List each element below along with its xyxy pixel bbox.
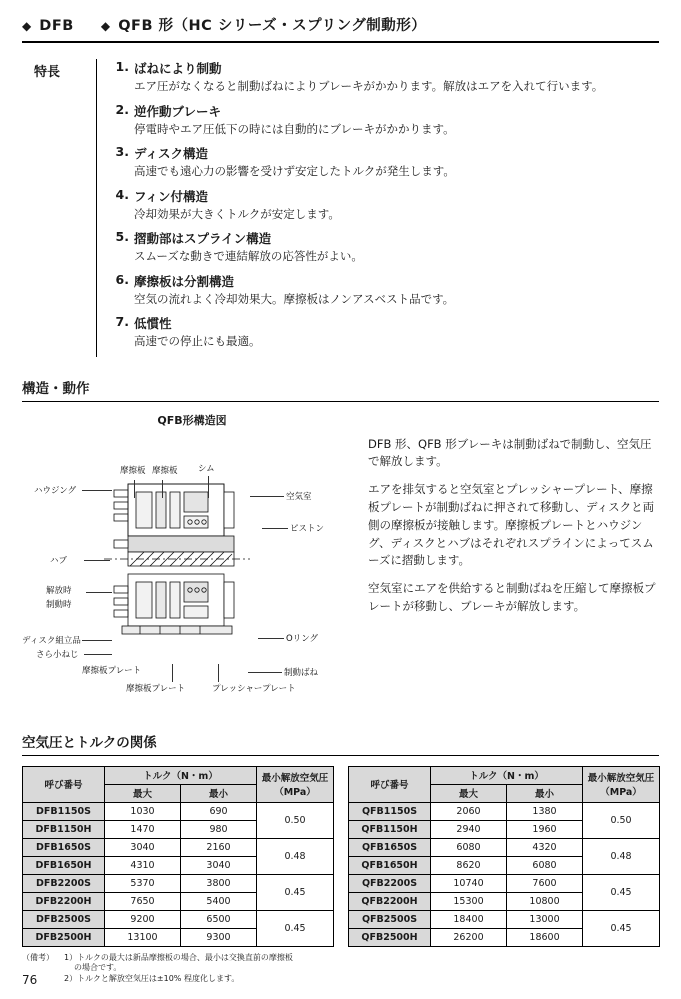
cell-mpa: 0.48	[583, 838, 660, 874]
cell-name: DFB2200H	[23, 892, 105, 910]
features-title: 特長	[34, 65, 61, 80]
structure-section	[22, 412, 659, 707]
dfb-col-max: 最大	[105, 784, 181, 802]
cell-name: DFB2500H	[23, 928, 105, 946]
cell-name: QFB2500S	[349, 910, 431, 928]
label-brake-spring: 制動ばね	[284, 667, 319, 678]
feature-number: 3.	[115, 144, 129, 160]
cell-mpa: 0.45	[583, 874, 660, 910]
dfb-col-name: 呼び番号	[23, 766, 105, 802]
cell-min: 18600	[507, 928, 583, 946]
label-friction-plate-plate: 摩擦板プレート	[82, 665, 142, 676]
feature-description: 空気の流れよく冷却効果大。摩擦板はノンアスベスト品です。	[134, 291, 455, 306]
cell-min: 2160	[181, 838, 257, 856]
label-flat-head-screw: さら小ねじ	[36, 649, 79, 660]
cell-name: QFB2500H	[349, 928, 431, 946]
diamond-icon-2: ◆	[100, 19, 111, 33]
label-housing: ハウジング	[34, 485, 77, 496]
cell-max: 15300	[431, 892, 507, 910]
cell-name: DFB2500S	[23, 910, 105, 928]
cell-min: 5400	[181, 892, 257, 910]
header-title-qfb: QFB 形（HC シリーズ・スプリング制動形）	[118, 18, 427, 34]
label-hub: ハブ	[50, 555, 68, 566]
cell-max: 5370	[105, 874, 181, 892]
cell-max: 1470	[105, 820, 181, 838]
feature-item	[107, 272, 659, 308]
feature-number: 2.	[115, 101, 129, 117]
structure-paragraph-3: 空気室にエアを供給すると制動ばねを圧縮して摩擦板プレートが移動し、ブレーキが解放します。	[368, 581, 656, 614]
cell-mpa: 0.50	[583, 802, 660, 838]
cell-min: 3040	[181, 856, 257, 874]
cell-max: 2940	[431, 820, 507, 838]
note-line-1: 1）トルクの最大は新品摩擦板の場合、最小は交換直前の摩擦板	[64, 952, 293, 962]
feature-description: 停電時やエア圧低下の時には自動的にブレーキがかかります。	[134, 121, 455, 136]
cell-min: 10800	[507, 892, 583, 910]
label-release-state: 解放時	[46, 585, 72, 596]
cell-max: 26200	[431, 928, 507, 946]
table-row	[23, 802, 334, 820]
cell-max: 4310	[105, 856, 181, 874]
cell-min: 13000	[507, 910, 583, 928]
cell-min: 6080	[507, 856, 583, 874]
feature-heading: ばねにより制動	[134, 61, 222, 76]
qfb-col-min-release: 最小解放空気圧 （MPa）	[583, 766, 660, 802]
label-pressure-plate: プレッシャープレート	[212, 683, 296, 694]
table-row	[349, 874, 660, 892]
label-friction-plate-plate-2: 摩擦板プレート	[126, 683, 186, 694]
cell-name: QFB1150S	[349, 802, 431, 820]
label-disc-assembly: ディスク組立品	[22, 635, 81, 646]
table-notes	[22, 953, 659, 985]
table-row	[23, 910, 334, 928]
page	[0, 14, 681, 999]
cell-name: DFB2200S	[23, 874, 105, 892]
cell-max: 1030	[105, 802, 181, 820]
feature-number: 7.	[115, 314, 129, 330]
page-number: 76	[22, 973, 38, 987]
cell-max: 18400	[431, 910, 507, 928]
cell-max: 7650	[105, 892, 181, 910]
header-title-dfb: DFB	[39, 18, 74, 34]
torque-section-heading: 空気圧とトルクの関係	[22, 731, 659, 756]
cell-mpa: 0.45	[257, 910, 334, 946]
feature-item	[107, 229, 659, 265]
features-list	[96, 59, 659, 357]
feature-item	[107, 59, 659, 95]
qfb-col-name: 呼び番号	[349, 766, 431, 802]
cell-name: DFB1150S	[23, 802, 105, 820]
structure-paragraph-2: エアを排気すると空気室とプレッシャープレート、摩擦板プレートが制動ばねに押されて移動し、ディスクと両側の摩擦板が接触します。摩擦板プレートとハウジング、ディスクとハブはそれぞれスプラインによってスムーズに摺動します。	[368, 482, 655, 568]
cell-min: 7600	[507, 874, 583, 892]
label-o-ring: Oリング	[286, 633, 319, 644]
feature-number: 5.	[115, 229, 129, 245]
cell-mpa: 0.45	[583, 910, 660, 946]
notes-label: （備考）	[22, 952, 54, 962]
feature-heading: 低慣性	[134, 316, 172, 332]
cell-min: 690	[181, 802, 257, 820]
diagram-caption: QFB形構造図	[157, 413, 227, 427]
cell-name: QFB1650S	[349, 838, 431, 856]
label-air-chamber: 空気室	[286, 491, 312, 502]
cell-max: 9200	[105, 910, 181, 928]
cell-min: 4320	[507, 838, 583, 856]
label-friction-plate-2: 摩擦板	[152, 465, 178, 476]
feature-item	[107, 144, 659, 180]
feature-description: エア圧がなくなると制動ばねによりブレーキがかかります。解放はエアを入れて行います。	[134, 79, 604, 93]
label-friction-plate-1: 摩擦板	[120, 465, 146, 476]
feature-heading: ディスク構造	[134, 146, 209, 162]
feature-heading: 摩擦板は分割構造	[134, 273, 235, 289]
table-row	[349, 838, 660, 856]
feature-description: 高速でも遠心力の影響を受けず安定したトルクが発生します。	[134, 164, 455, 179]
cell-max: 3040	[105, 838, 181, 856]
dfb-col-min-release: 最小解放空気圧 （MPa）	[257, 766, 334, 802]
cell-mpa: 0.48	[257, 838, 334, 874]
label-braking-state: 制動時	[46, 599, 72, 610]
diagram-panel	[22, 412, 362, 707]
cell-max: 13100	[105, 928, 181, 946]
dfb-col-torque: トルク（N・m）	[105, 766, 257, 784]
table-row	[23, 874, 334, 892]
qfb-col-max: 最大	[431, 784, 507, 802]
label-shim: シム	[198, 463, 215, 474]
cell-min: 3800	[181, 874, 257, 892]
dfb-col-min: 最小	[181, 784, 257, 802]
cell-min: 980	[181, 820, 257, 838]
cell-name: DFB1650H	[23, 856, 105, 874]
cell-min: 6500	[181, 910, 257, 928]
cell-name: DFB1150H	[23, 820, 105, 838]
cell-max: 2060	[431, 802, 507, 820]
label-piston: ピストン	[290, 523, 325, 534]
feature-item	[107, 187, 659, 223]
feature-heading: フィン付構造	[134, 188, 209, 204]
cell-max: 10740	[431, 874, 507, 892]
feature-heading: 摺動部はスプライン構造	[134, 231, 272, 247]
note-line-2: の場合です。	[74, 963, 122, 973]
brake-structure-diagram	[22, 432, 362, 707]
cell-name: QFB2200S	[349, 874, 431, 892]
features-section	[22, 59, 659, 357]
cell-max: 8620	[431, 856, 507, 874]
feature-item	[107, 314, 659, 350]
structure-description	[362, 412, 659, 707]
page-header	[22, 14, 659, 43]
cell-max: 6080	[431, 838, 507, 856]
table-row	[349, 802, 660, 820]
feature-number: 4.	[115, 186, 129, 202]
qfb-col-torque: トルク（N・m）	[431, 766, 583, 784]
cell-mpa: 0.50	[257, 802, 334, 838]
cell-name: QFB1650H	[349, 856, 431, 874]
qfb-col-min: 最小	[507, 784, 583, 802]
note-line-3: 2）トルクと解放空気圧は±10% 程度化します。	[64, 974, 240, 984]
structure-section-heading: 構造・動作	[22, 377, 659, 402]
cell-min: 9300	[181, 928, 257, 946]
table-row	[349, 910, 660, 928]
feature-item	[107, 102, 659, 138]
torque-tables	[22, 766, 659, 947]
feature-description: スムーズな動きで連結解放の応答性がよい。	[134, 249, 363, 264]
structure-paragraph-1: DFB 形、QFB 形ブレーキは制動ばねで制動し、空気圧で解放します。	[368, 436, 652, 469]
feature-number: 6.	[115, 271, 129, 287]
table-row	[23, 838, 334, 856]
feature-number: 1.	[115, 59, 129, 74]
cell-mpa: 0.45	[257, 874, 334, 910]
diagram-drawing	[100, 462, 290, 662]
diamond-icon: ◆	[22, 19, 32, 33]
cell-min: 1960	[507, 820, 583, 838]
feature-description: 冷却効果が大きくトルクが安定します。	[134, 206, 340, 221]
cell-name: DFB1650S	[23, 838, 105, 856]
cell-name: QFB2200H	[349, 892, 431, 910]
feature-description: 高速での停止にも最適。	[134, 334, 261, 349]
feature-heading: 逆作動ブレーキ	[134, 103, 222, 119]
cell-min: 1380	[507, 802, 583, 820]
qfb-table	[348, 766, 660, 947]
cell-name: QFB1150H	[349, 820, 431, 838]
dfb-table	[22, 766, 334, 947]
